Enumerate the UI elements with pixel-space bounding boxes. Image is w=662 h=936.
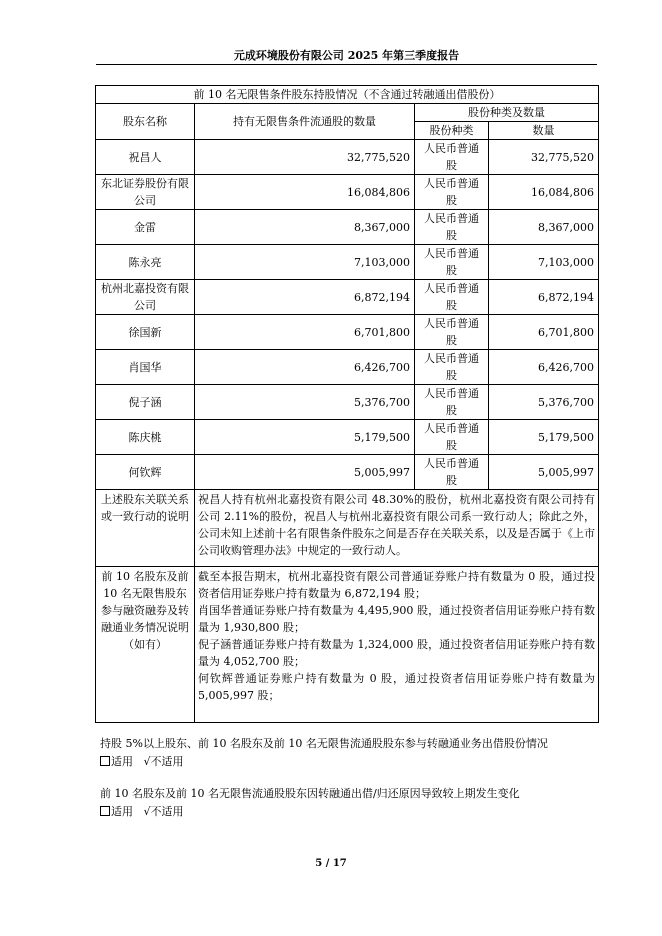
table-row — [96, 350, 599, 385]
holder-name: 金雷 — [96, 210, 195, 245]
holder-shares: 16,084,806 — [195, 175, 415, 210]
section-lending — [100, 735, 548, 771]
table-title: 前 10 名无限售条件股东持股情况（不含通过转融通出借股份） — [96, 86, 599, 104]
section-change-title: 前 10 名股东及前 10 名无限售流通股股东因转融通出借/归还原因导致较上期发生变化 — [100, 787, 520, 800]
margin-line-1: 截至本报告期末，杭州北嘉投资有限公司普通证券账户持有数量为 0 股，通过投资者信用证券账户持有数量为 6,872,194 股； — [198, 570, 595, 600]
checkbox-icon — [100, 806, 110, 816]
holder-name: 倪子涵 — [96, 385, 195, 420]
table-row — [96, 175, 599, 210]
holder-name: 东北证券股份有限公司 — [96, 175, 195, 210]
holder-name: 肖国华 — [96, 350, 195, 385]
share-type: 人民币普通股 — [415, 455, 489, 490]
holder-shares: 6,701,800 — [195, 315, 415, 350]
col-header-shares: 持有无限售条件流通股的数量 — [195, 104, 415, 140]
holder-name: 徐国新 — [96, 315, 195, 350]
share-qty: 8,367,000 — [489, 210, 599, 245]
margin-label: 前 10 名股东及前 10 名无限售股东参与融资融券及转融通业务情况说明（如有） — [96, 567, 195, 723]
holder-shares: 5,005,997 — [195, 455, 415, 490]
margin-line-3: 倪子涵普通证券账户持有数量为 1,324,000 股，通过投资者信用证券账户持有数量为 4,052,700 股； — [198, 638, 595, 668]
holder-shares: 32,775,520 — [195, 140, 415, 175]
holder-name: 杭州北嘉投资有限公司 — [96, 280, 195, 315]
share-qty: 5,376,700 — [489, 385, 599, 420]
relation-label: 上述股东关联关系或一致行动的说明 — [96, 490, 195, 567]
share-qty: 6,872,194 — [489, 280, 599, 315]
table-row — [96, 210, 599, 245]
table-row — [96, 315, 599, 350]
share-type: 人民币普通股 — [415, 315, 489, 350]
share-qty: 16,084,806 — [489, 175, 599, 210]
share-type: 人民币普通股 — [415, 385, 489, 420]
option-applicable: 适用 — [111, 755, 133, 768]
holder-name: 何钦辉 — [96, 455, 195, 490]
table-row — [96, 140, 599, 175]
table-row — [96, 385, 599, 420]
col-header-holder: 股东名称 — [96, 104, 195, 140]
section-change — [100, 785, 520, 821]
share-type: 人民币普通股 — [415, 280, 489, 315]
option-not-applicable: √不适用 — [143, 755, 184, 768]
holder-name: 祝昌人 — [96, 140, 195, 175]
holder-shares: 8,367,000 — [195, 210, 415, 245]
page-header: 元成环境股份有限公司 2025 年第三季度报告 — [233, 49, 460, 62]
margin-text — [195, 567, 599, 723]
checkbox-icon — [100, 756, 110, 766]
share-qty: 5,005,997 — [489, 455, 599, 490]
section-change-options — [100, 803, 520, 821]
share-type: 人民币普通股 — [415, 350, 489, 385]
share-type: 人民币普通股 — [415, 175, 489, 210]
page-number: 5 / 17 — [315, 858, 347, 869]
share-qty: 7,103,000 — [489, 245, 599, 280]
margin-line-4: 何钦辉普通证券账户持有数量为 0 股，通过投资者信用证券账户持有数量为 5,005,997 股； — [198, 672, 595, 702]
margin-line-2: 肖国华普通证券账户持有数量为 4,495,900 股，通过投资者信用证券账户持有数量为 1,930,800 股； — [198, 604, 595, 634]
share-type: 人民币普通股 — [415, 210, 489, 245]
section-lending-title: 持股 5%以上股东、前 10 名股东及前 10 名无限售流通股股东参与转融通业务出借股份情况 — [100, 737, 548, 750]
share-qty: 6,426,700 — [489, 350, 599, 385]
col-header-type-group: 股份种类及数量 — [415, 104, 599, 122]
table-row — [96, 455, 599, 490]
col-header-type: 股份种类 — [415, 122, 489, 140]
option-not-applicable: √不适用 — [143, 805, 184, 818]
table-row — [96, 280, 599, 315]
holder-shares: 5,179,500 — [195, 420, 415, 455]
holder-shares: 5,376,700 — [195, 385, 415, 420]
holder-name: 陈庆桃 — [96, 420, 195, 455]
share-qty: 32,775,520 — [489, 140, 599, 175]
table-row — [96, 420, 599, 455]
holder-shares: 6,872,194 — [195, 280, 415, 315]
header-rule — [96, 64, 597, 65]
share-qty: 5,179,500 — [489, 420, 599, 455]
section-lending-options — [100, 753, 548, 771]
holder-shares: 7,103,000 — [195, 245, 415, 280]
share-type: 人民币普通股 — [415, 140, 489, 175]
share-qty: 6,701,800 — [489, 315, 599, 350]
relation-text: 祝昌人持有杭州北嘉投资有限公司 48.30%的股份，杭州北嘉投资有限公司持有公司 2.11%的股份，祝昌人与杭州北嘉投资有限公司系一致行动人；除此之外，公司未知上述前十名有限售条件股东之间是否存在关联关系，以及是否属于《上市公司收购管理办法》中规定的一致行动人。 — [195, 490, 599, 567]
share-type: 人民币普通股 — [415, 420, 489, 455]
top10-holders-table — [95, 85, 599, 723]
option-applicable: 适用 — [111, 805, 133, 818]
share-type: 人民币普通股 — [415, 245, 489, 280]
holder-name: 陈永亮 — [96, 245, 195, 280]
holder-shares: 6,426,700 — [195, 350, 415, 385]
table-row — [96, 245, 599, 280]
col-header-qty: 数量 — [489, 122, 599, 140]
